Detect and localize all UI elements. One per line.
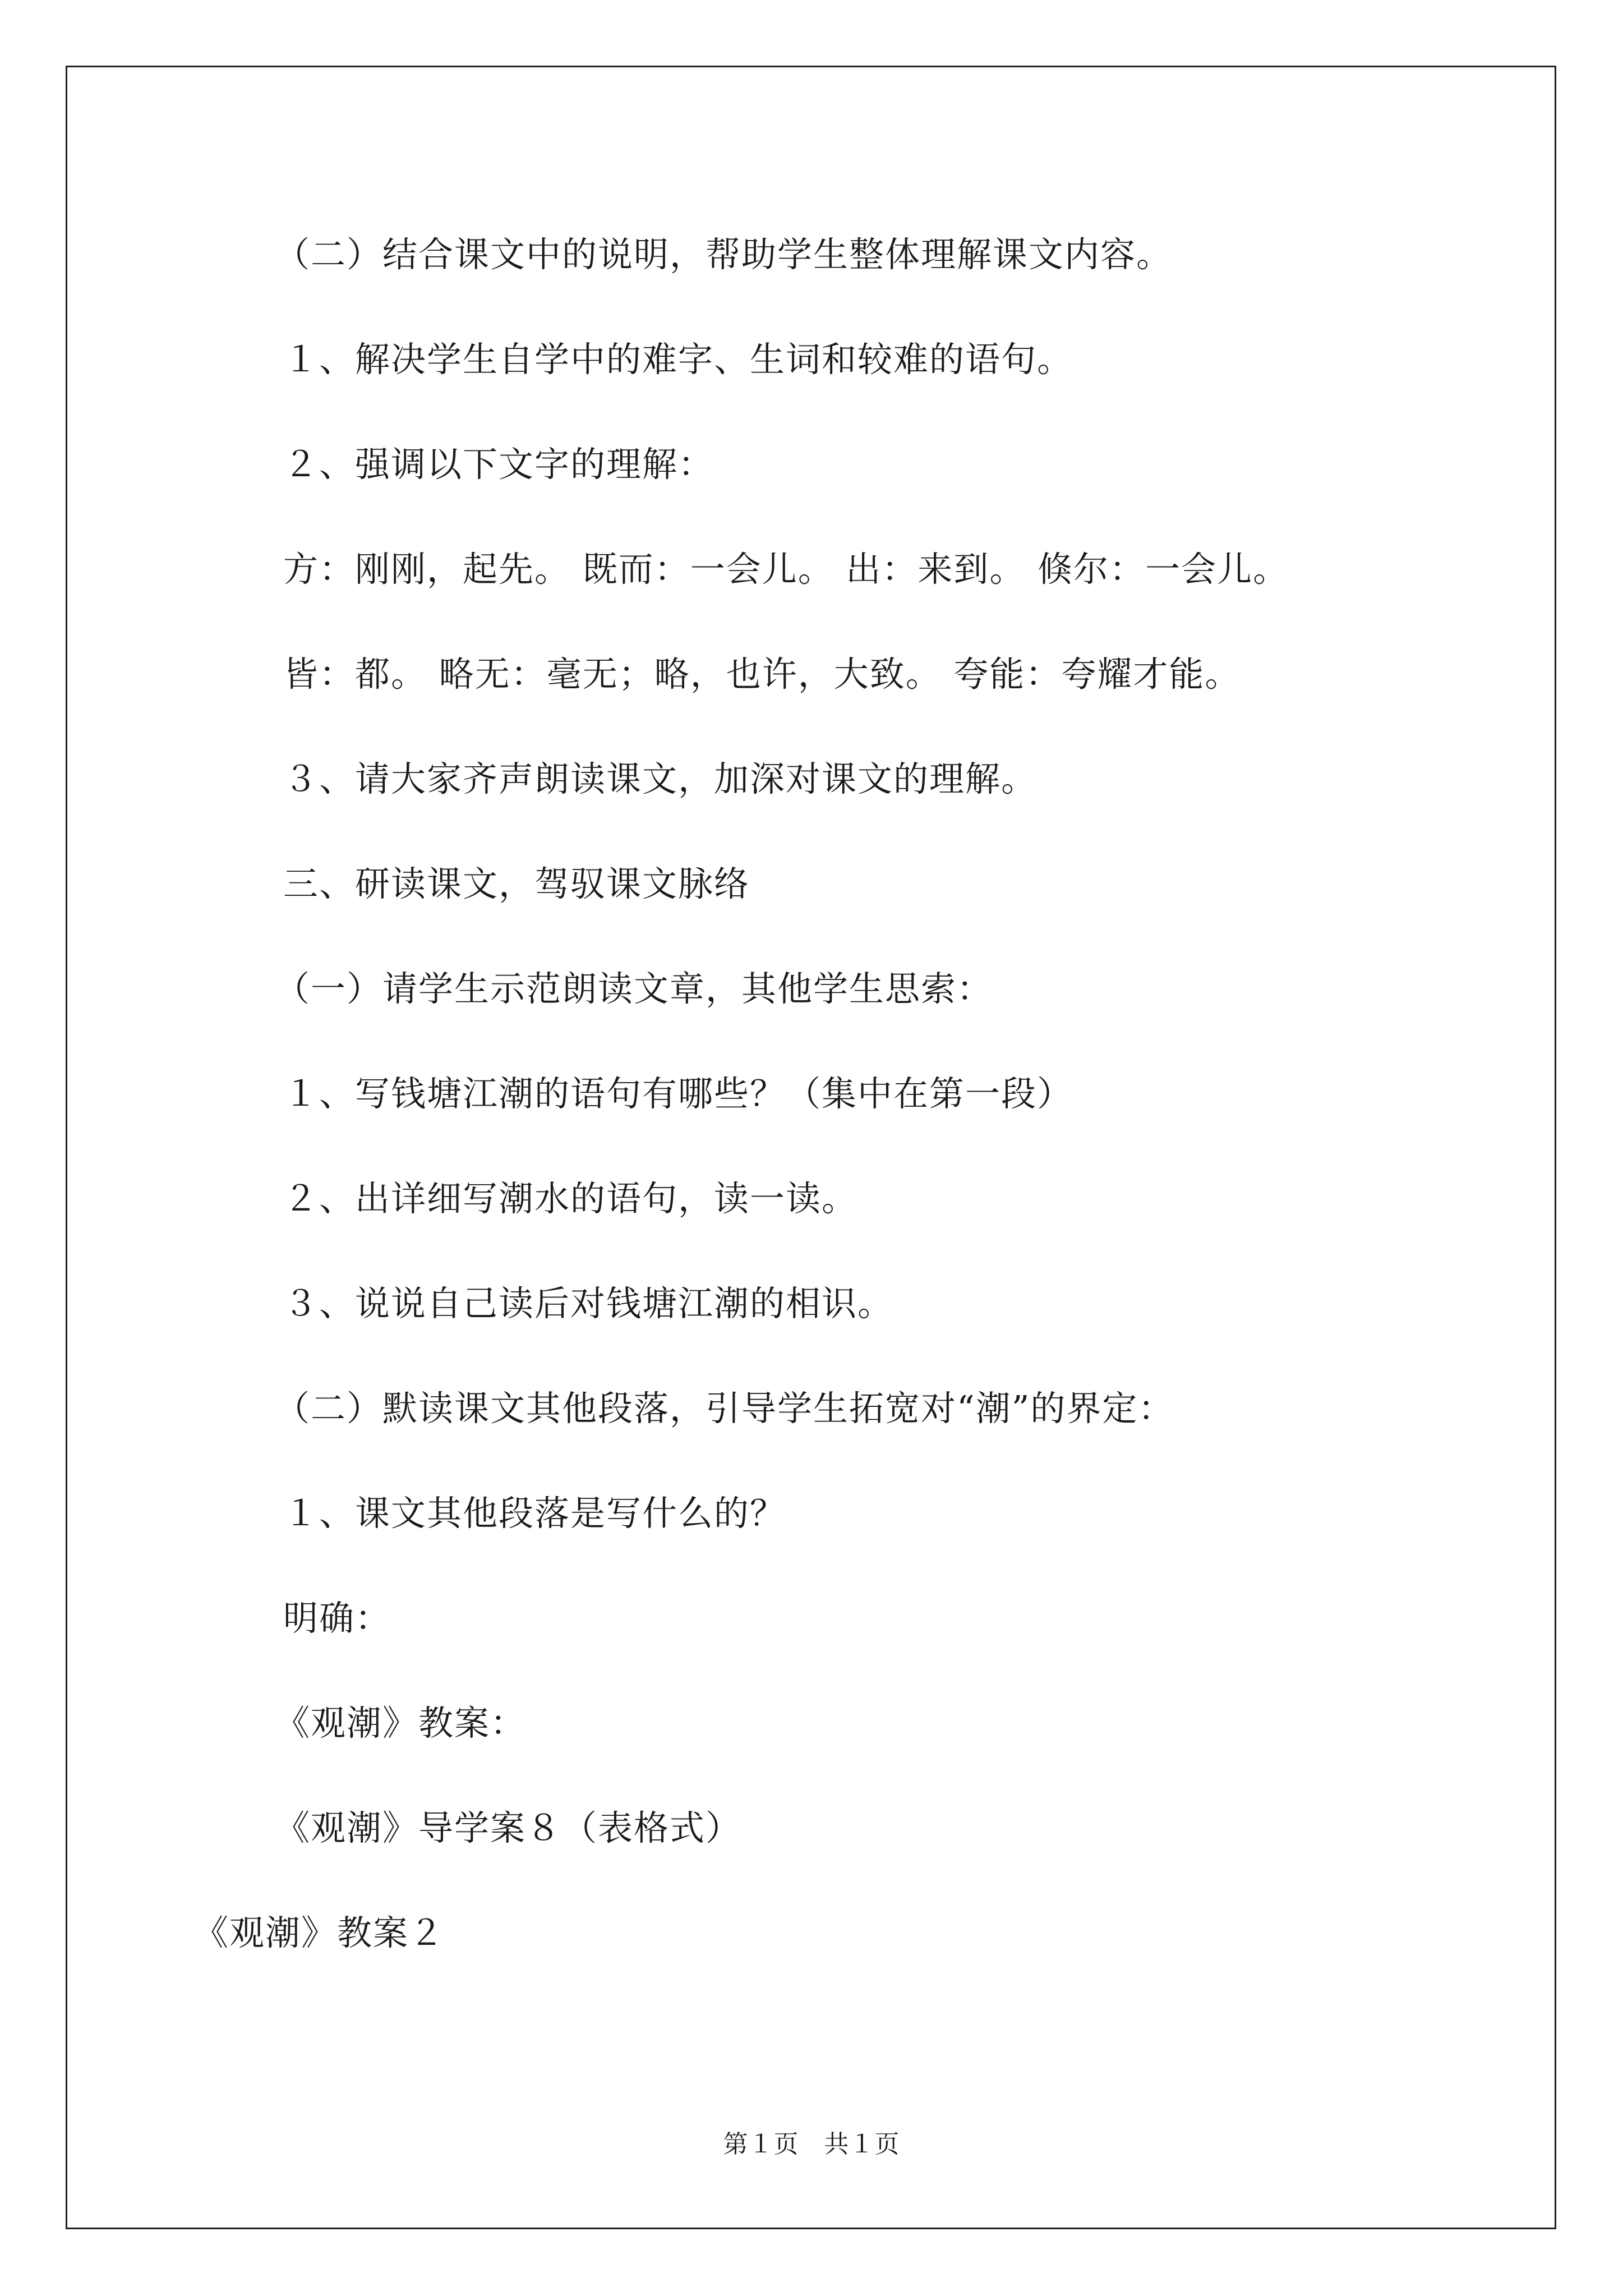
paragraph-line: 《观潮》教案： [275,1703,527,1743]
paragraph-line: （二）结合课文中的说明，帮助学生整体理解课文内容。 [275,234,1173,275]
paragraph-line: １、课文其他段落是写什么的？ [283,1493,786,1534]
paragraph-line: ２、强调以下文字的理解： [283,444,714,485]
paragraph-line: １、解决学生自学中的难字、生词和较难的语句。 [283,339,1073,380]
page-footer: 第１页 共１页 [723,2130,900,2159]
paragraph-line: ２、出详细写潮水的语句，读一读。 [283,1178,858,1219]
section-heading: 三、研读课文，驾驭课文脉络 [283,863,750,904]
paragraph-line: ３、说说自己读后对钱塘江潮的相识。 [283,1283,894,1324]
document-title: 《观潮》教案２ [193,1912,445,1953]
paragraph-line: ３、请大家齐声朗读课文，加深对课文的理解。 [283,758,1038,799]
paragraph-line: 方：刚刚，起先。 既而：一会儿。 出：来到。 倏尔：一会儿。 [283,549,1289,590]
page-border [66,66,1556,2229]
paragraph-line: 皆：都。 略无：毫无；略，也许，大致。 夸能：夸耀才能。 [283,654,1241,694]
paragraph-line: （一）请学生示范朗读文章，其他学生思索： [275,968,993,1009]
paragraph-line: 《观潮》导学案８（表格式） [275,1807,742,1848]
paragraph-line: １、写钱塘江潮的语句有哪些？（集中在第一段） [283,1073,1073,1114]
paragraph-line: 明确： [283,1598,391,1639]
paragraph-line: （二）默读课文其他段落，引导学生拓宽对“潮”的界定： [275,1388,1174,1429]
